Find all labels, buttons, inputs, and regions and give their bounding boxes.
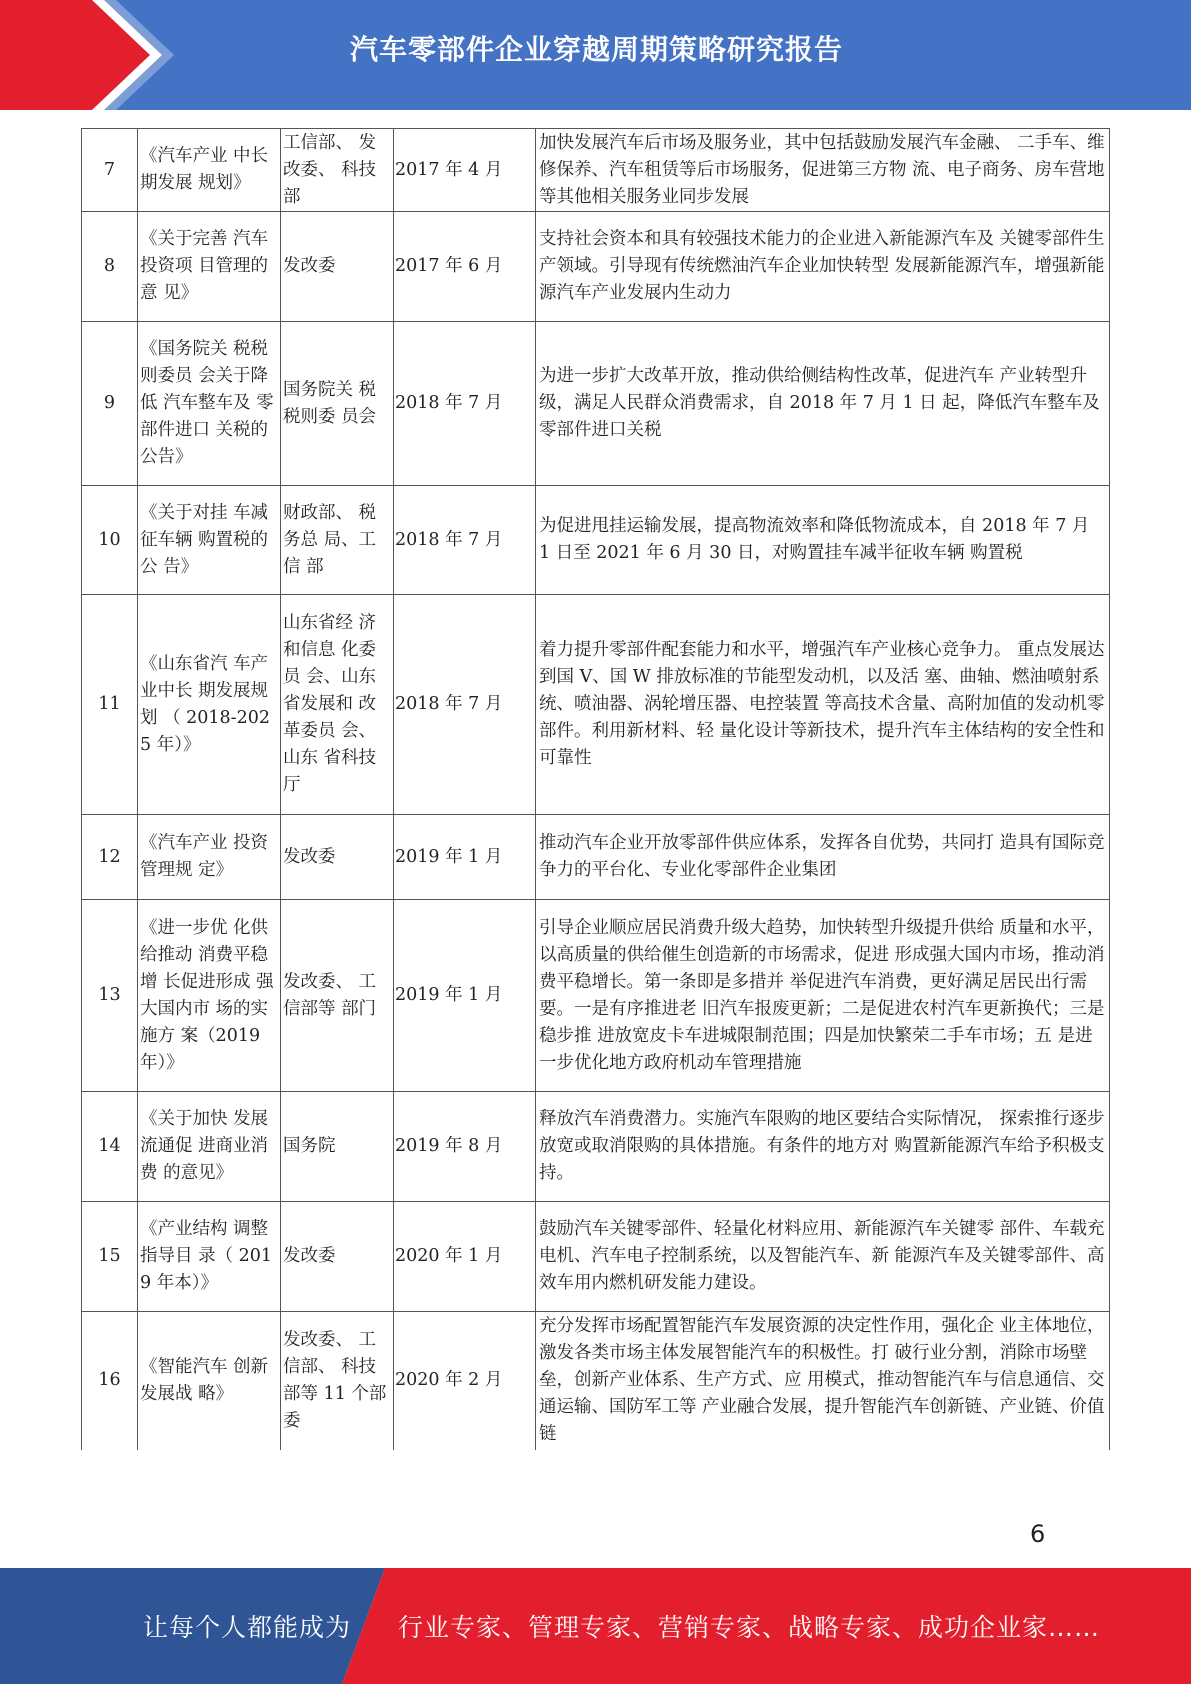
row-number: 16 — [82, 1312, 138, 1450]
table-row — [82, 900, 1110, 1092]
row-number: 11 — [82, 595, 138, 815]
policy-content: 为促进甩挂运输发展，提高物流效率和降低物流成本，自 2018 年 7 月 1 日至 2021 年 6 月 30 日，对购置挂车减半征收车辆 购置税 — [536, 486, 1110, 595]
table-row — [82, 1202, 1110, 1312]
page-footer — [0, 1568, 1191, 1684]
policy-content: 着力提升零部件配套能力和水平，增强汽车产业核心竞争力。 重点发展达到国 V、国 W 排放标准的节能型发动机，以及活 塞、曲轴、燃油喷射系统、喷油器、涡轮增压器、电控装置 等高技术含量、高附加值的发动机零部件。利用新材料、轻 量化设计等新技术，提升汽车主体结构的安全性和可靠性 — [536, 595, 1110, 815]
table-row — [82, 486, 1110, 595]
row-number: 9 — [82, 322, 138, 486]
page-number: 6 — [1030, 1520, 1046, 1548]
issuing-agency: 工信部、 发改委、 科技部 — [281, 129, 394, 212]
issue-date: 2019 年 1 月 — [394, 815, 536, 900]
issuing-agency: 国务院关 税税则委 员会 — [281, 322, 394, 486]
row-number: 12 — [82, 815, 138, 900]
policy-title: 《汽车产业 中长期发展 规划》 — [138, 129, 281, 212]
issuing-agency: 山东省经 济和信息 化委员 会、山东省发展和 改革委员 会、山东 省科技厅 — [281, 595, 394, 815]
policy-title: 《进一步优 化供给推动 消费平稳增 长促进形成 强大国内市 场的实施方 案（2019 年）》 — [138, 900, 281, 1092]
footer-slogan-left: 让每个人都能成为 — [143, 1613, 352, 1642]
row-number: 7 — [82, 129, 138, 212]
policy-table — [81, 128, 1109, 1450]
row-number: 15 — [82, 1202, 138, 1312]
policy-content: 为进一步扩大改革开放，推动供给侧结构性改革，促进汽车 产业转型升级，满足人民群众消费需求，自 2018 年 7 月 1 日 起，降低汽车整车及零部件进口关税 — [536, 322, 1110, 486]
table-row — [82, 129, 1110, 212]
report-title: 汽车零部件企业穿越周期策略研究报告 — [350, 33, 844, 66]
issue-date: 2018 年 7 月 — [394, 322, 536, 486]
issue-date: 2020 年 2 月 — [394, 1312, 536, 1450]
issue-date: 2020 年 1 月 — [394, 1202, 536, 1312]
policy-title: 《关于加快 发展流通促 进商业消费 的意见》 — [138, 1092, 281, 1202]
policy-content: 引导企业顺应居民消费升级大趋势，加快转型升级提升供给 质量和水平，以高质量的供给催生创造新的市场需求，促进 形成强大国内市场，推动消费平稳增长。第一条即是多措并 举促进汽车消费，更好满足居民出行需要。一是有序推进老 旧汽车报废更新；二是促进农村汽车更新换代；三是稳步推 进放宽皮卡车进城限制范围；四是加快繁荣二手车市场；五 是进一步优化地方政府机动车管理措施 — [536, 900, 1110, 1092]
issue-date: 2017 年 4 月 — [394, 129, 536, 212]
policy-title: 《产业结构 调整指导目 录（ 2019 年本）》 — [138, 1202, 281, 1312]
table-row — [82, 1092, 1110, 1202]
issue-date: 2017 年 6 月 — [394, 212, 536, 322]
issue-date: 2019 年 8 月 — [394, 1092, 536, 1202]
table-row — [82, 595, 1110, 815]
issue-date: 2018 年 7 月 — [394, 595, 536, 815]
table-row — [82, 815, 1110, 900]
policy-content: 加快发展汽车后市场及服务业，其中包括鼓励发展汽车金融、 二手车、维修保养、汽车租赁等后市场服务，促进第三方物 流、电子商务、房车营地等其他相关服务业同步发展 — [536, 129, 1110, 212]
table-row — [82, 1312, 1110, 1450]
issuing-agency: 发改委 — [281, 212, 394, 322]
policy-content: 推动汽车企业开放零部件供应体系，发挥各自优势，共同打 造具有国际竞争力的平台化、专业化零部件企业集团 — [536, 815, 1110, 900]
issuing-agency: 财政部、 税务总 局、工信 部 — [281, 486, 394, 595]
issue-date: 2018 年 7 月 — [394, 486, 536, 595]
table-row — [82, 322, 1110, 486]
table-row — [82, 212, 1110, 322]
page-header — [0, 0, 1191, 110]
row-number: 14 — [82, 1092, 138, 1202]
policy-title: 《关于对挂 车减征车辆 购置税的公 告》 — [138, 486, 281, 595]
issuing-agency: 发改委、 工信部、 科技部等 11 个部委 — [281, 1312, 394, 1450]
policy-content: 充分发挥市场配置智能汽车发展资源的决定性作用，强化企 业主体地位，激发各类市场主体发展智能汽车的积极性。打 破行业分割，消除市场壁垒，创新产业体系、生产方式、应 用模式，推动智能汽车与信息通信、交通运输、国防军工等 产业融合发展，提升智能汽车创新链、产业链、价值链 — [536, 1312, 1110, 1450]
row-number: 13 — [82, 900, 138, 1092]
policy-content: 释放汽车消费潜力。实施汽车限购的地区要结合实际情况， 探索推行逐步放宽或取消限购的具体措施。有条件的地方对 购置新能源汽车给予积极支持。 — [536, 1092, 1110, 1202]
policy-content: 支持社会资本和具有较强技术能力的企业进入新能源汽车及 关键零部件生产领域。引导现有传统燃油汽车企业加快转型 发展新能源汽车，增强新能源汽车产业发展内生动力 — [536, 212, 1110, 322]
policy-title: 《国务院关 税税则委员 会关于降低 汽车整车及 零部件进口 关税的公告》 — [138, 322, 281, 486]
issuing-agency: 发改委、 工信部等 部门 — [281, 900, 394, 1092]
row-number: 8 — [82, 212, 138, 322]
row-number: 10 — [82, 486, 138, 595]
issuing-agency: 国务院 — [281, 1092, 394, 1202]
footer-slogan-right: 行业专家、管理专家、营销专家、战略专家、成功企业家…… — [398, 1613, 1101, 1642]
policy-title: 《山东省汽 车产业中长 期发展规划 （ 2018-2025 年）》 — [138, 595, 281, 815]
policy-title: 《汽车产业 投资管理规 定》 — [138, 815, 281, 900]
policy-title: 《关于完善 汽车投资项 目管理的意 见》 — [138, 212, 281, 322]
issuing-agency: 发改委 — [281, 815, 394, 900]
policy-content: 鼓励汽车关键零部件、轻量化材料应用、新能源汽车关键零 部件、车载充电机、汽车电子控制系统，以及智能汽车、新 能源汽车及关键零部件、高效车用内燃机研发能力建设。 — [536, 1202, 1110, 1312]
issue-date: 2019 年 1 月 — [394, 900, 536, 1092]
issuing-agency: 发改委 — [281, 1202, 394, 1312]
policy-title: 《智能汽车 创新发展战 略》 — [138, 1312, 281, 1450]
